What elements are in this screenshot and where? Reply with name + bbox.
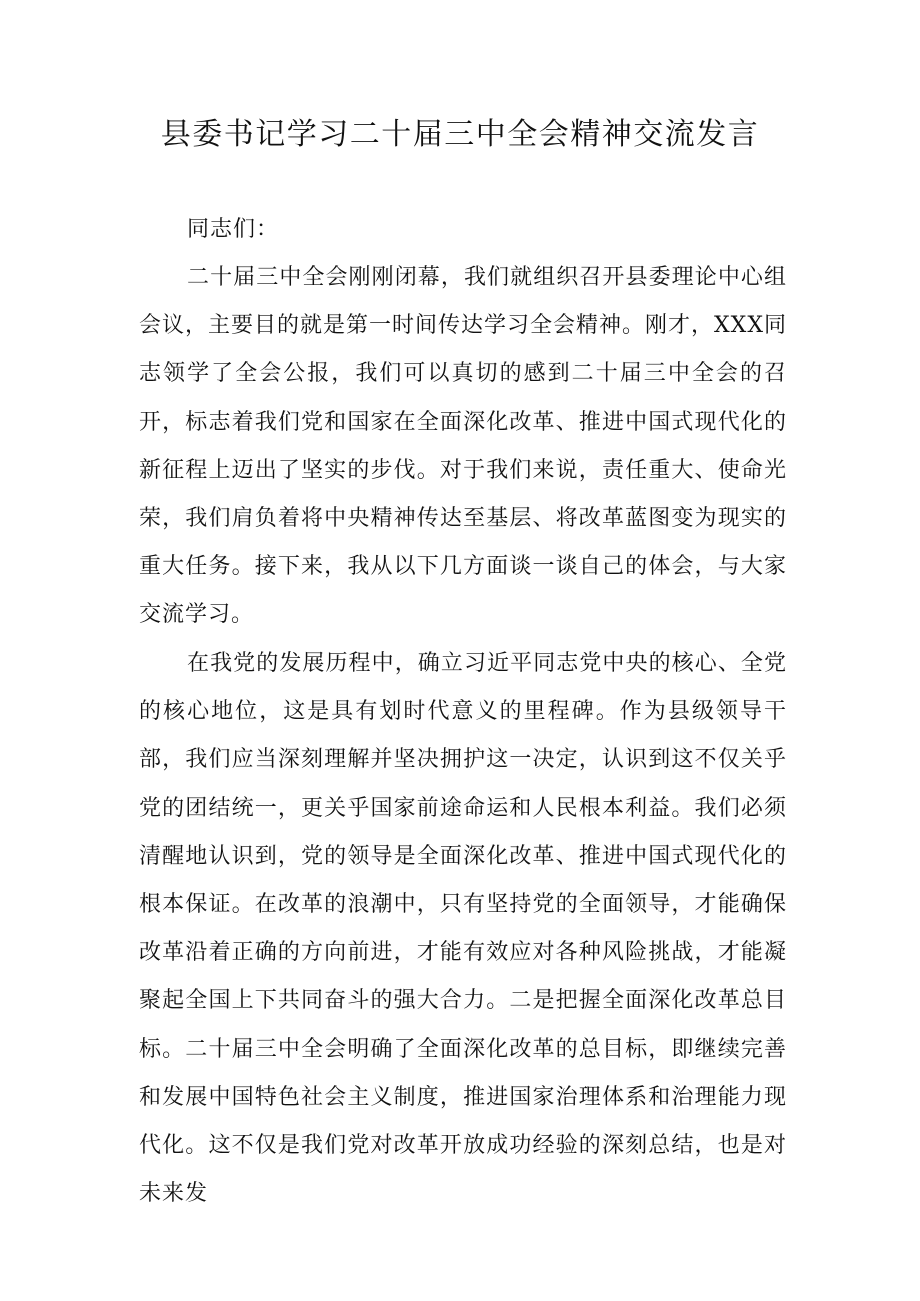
paragraph-1: 二十届三中全会刚刚闭幕，我们就组织召开县委理论中心组会议，主要目的就是第一时间传达学习全会精神。刚才，XXX同志领学了全会公报，我们可以真切的感到二十届三中全会的召开，标志着我们党和国家在全面深化改革、推进中国式现代化的新征程上迈出了坚实的步伐。对于我们来说，责任重大、使命光荣，我们肩负着将中央精神传达至基层、将改革蓝图变为现实的重大任务。接下来，我从以下几方面谈一谈自己的体会，与大家交流学习。	[139, 265, 787, 628]
salutation: 同志们：	[187, 217, 280, 242]
paragraph-2: 在我党的发展历程中，确立习近平同志党中央的核心、全党的核心地位，这是具有划时代意义的里程碑。作为县级领导干部，我们应当深刻理解并坚决拥护这一决定，认识到这不仅关乎党的团结统一，更关乎国家前途命运和人民根本利益。我们必须清醒地认识到，党的领导是全面深化改革、推进中国式现代化的根本保证。在改革的浪潮中，只有坚持党的全面领导，才能确保改革沿着正确的方向前进，才能有效应对各种风险挑战，才能凝聚起全国上下共同奋斗的强大合力。二是把握全面深化改革总目标。二十届三中全会明确了全面深化改革的总目标，即继续完善和发展中国特色社会主义制度，推进国家治理体系和治理能力现代化。这不仅是我们党对改革开放成功经验的深刻总结，也是对未来发	[139, 651, 787, 1207]
document-title: 县委书记学习二十届三中全会精神交流发言	[160, 117, 760, 152]
